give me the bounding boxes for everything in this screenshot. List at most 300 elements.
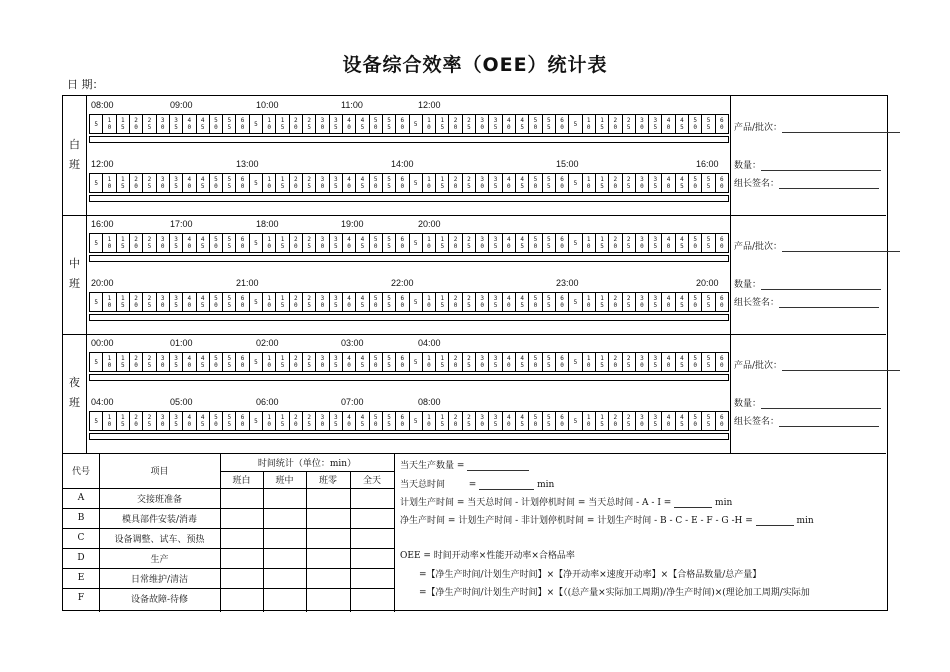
minute-cell[interactable] <box>316 174 329 192</box>
minute-cell[interactable] <box>662 174 675 192</box>
minute-cell[interactable] <box>383 234 396 252</box>
minute-cell[interactable] <box>330 293 343 311</box>
minute-cell[interactable] <box>529 412 542 430</box>
minute-cell[interactable] <box>449 174 462 192</box>
minute-cell[interactable] <box>609 174 622 192</box>
minute-cell[interactable] <box>676 115 689 133</box>
minute-cell[interactable] <box>223 174 236 192</box>
minute-cell[interactable] <box>276 353 289 371</box>
minute-cell[interactable] <box>370 353 383 371</box>
minute-cell[interactable] <box>143 412 156 430</box>
minute-cell[interactable] <box>463 115 476 133</box>
minute-cell[interactable] <box>436 174 449 192</box>
minute-cell[interactable] <box>516 293 529 311</box>
minute-cell[interactable] <box>543 234 556 252</box>
minute-cell[interactable] <box>516 115 529 133</box>
row-time-input[interactable] <box>306 568 350 588</box>
minute-cell[interactable] <box>183 293 196 311</box>
minute-cell[interactable] <box>383 353 396 371</box>
minute-cell[interactable] <box>396 293 409 311</box>
minute-cell[interactable] <box>183 353 196 371</box>
minute-cell[interactable] <box>316 293 329 311</box>
minute-cell[interactable] <box>143 174 156 192</box>
minute-cell[interactable] <box>569 234 582 252</box>
minute-cell[interactable] <box>623 234 636 252</box>
minute-cell[interactable] <box>316 412 329 430</box>
minute-cell[interactable] <box>609 115 622 133</box>
minute-cell[interactable] <box>489 412 502 430</box>
minute-cell[interactable] <box>449 115 462 133</box>
minute-cell[interactable] <box>276 293 289 311</box>
minute-cell[interactable] <box>383 412 396 430</box>
minute-cell[interactable] <box>702 115 715 133</box>
minute-cell[interactable] <box>157 293 170 311</box>
minute-cell[interactable] <box>463 412 476 430</box>
minute-cell[interactable] <box>170 234 183 252</box>
minute-cell[interactable] <box>396 234 409 252</box>
minute-cell[interactable] <box>662 353 675 371</box>
minute-cell[interactable] <box>250 353 263 371</box>
minute-cell[interactable] <box>197 412 210 430</box>
minute-cell[interactable] <box>236 293 249 311</box>
minute-cell[interactable] <box>370 174 383 192</box>
minute-cell[interactable] <box>330 115 343 133</box>
minute-cell[interactable] <box>223 293 236 311</box>
row-time-input[interactable] <box>306 528 350 548</box>
minute-cell[interactable] <box>330 353 343 371</box>
minute-cell[interactable] <box>250 293 263 311</box>
minute-cell[interactable] <box>410 293 423 311</box>
minute-cell[interactable] <box>662 293 675 311</box>
record-bar[interactable] <box>89 136 729 143</box>
minute-cell[interactable] <box>476 353 489 371</box>
minute-cell[interactable] <box>649 412 662 430</box>
minute-cell[interactable] <box>716 353 728 371</box>
minute-cell[interactable] <box>90 174 103 192</box>
minute-cell[interactable] <box>636 234 649 252</box>
minute-cell[interactable] <box>596 115 609 133</box>
minute-cell[interactable] <box>529 293 542 311</box>
minute-cell[interactable] <box>170 353 183 371</box>
minute-cell[interactable] <box>463 353 476 371</box>
minute-cell[interactable] <box>596 174 609 192</box>
minute-cell[interactable] <box>396 353 409 371</box>
minute-cell[interactable] <box>489 115 502 133</box>
minute-cell[interactable] <box>343 353 356 371</box>
minute-cell[interactable] <box>556 412 569 430</box>
minute-cell[interactable] <box>529 353 542 371</box>
minute-cell[interactable] <box>543 174 556 192</box>
minute-cell[interactable] <box>343 115 356 133</box>
minute-cell[interactable] <box>649 293 662 311</box>
minute-cell[interactable] <box>143 353 156 371</box>
minute-cell[interactable] <box>423 353 436 371</box>
minute-cell[interactable] <box>543 412 556 430</box>
minute-cell[interactable] <box>250 174 263 192</box>
net-time-blank[interactable] <box>756 525 794 526</box>
minute-cell[interactable] <box>702 174 715 192</box>
minute-cell[interactable] <box>649 174 662 192</box>
minute-cell[interactable] <box>303 293 316 311</box>
minute-cell[interactable] <box>103 353 116 371</box>
minute-cell[interactable] <box>556 293 569 311</box>
minute-cell[interactable] <box>423 412 436 430</box>
minute-cell[interactable] <box>370 115 383 133</box>
minute-cell[interactable] <box>489 353 502 371</box>
minute-cell[interactable] <box>503 115 516 133</box>
minute-cell[interactable] <box>316 234 329 252</box>
minute-cell[interactable] <box>183 412 196 430</box>
minute-cell[interactable] <box>157 412 170 430</box>
minute-cell[interactable] <box>143 115 156 133</box>
minute-cell[interactable] <box>290 412 303 430</box>
minute-cell[interactable] <box>276 234 289 252</box>
minute-cell[interactable] <box>436 115 449 133</box>
minute-cell[interactable] <box>503 412 516 430</box>
minute-cell[interactable] <box>103 174 116 192</box>
minute-cell[interactable] <box>716 115 728 133</box>
minute-cell[interactable] <box>223 234 236 252</box>
minute-cell[interactable] <box>316 353 329 371</box>
minute-cell[interactable] <box>103 115 116 133</box>
minute-cell[interactable] <box>503 234 516 252</box>
minute-cell[interactable] <box>303 412 316 430</box>
minute-cell[interactable] <box>503 293 516 311</box>
minute-cell[interactable] <box>356 293 369 311</box>
minute-cell[interactable] <box>90 234 103 252</box>
minute-cell[interactable] <box>636 115 649 133</box>
minute-cell[interactable] <box>183 234 196 252</box>
minute-cell[interactable] <box>623 353 636 371</box>
minute-cell[interactable] <box>676 174 689 192</box>
minute-cell[interactable] <box>449 353 462 371</box>
minute-cell[interactable] <box>356 412 369 430</box>
minute-cell[interactable] <box>423 115 436 133</box>
minute-cell[interactable] <box>689 174 702 192</box>
minute-cell[interactable] <box>370 234 383 252</box>
minute-cell[interactable] <box>210 353 223 371</box>
record-bar[interactable] <box>89 433 729 440</box>
side-field-blank[interactable] <box>782 361 900 371</box>
minute-cell[interactable] <box>90 412 103 430</box>
minute-cell[interactable] <box>463 234 476 252</box>
row-time-input[interactable] <box>220 528 263 548</box>
minute-cell[interactable] <box>303 174 316 192</box>
minute-cell[interactable] <box>489 234 502 252</box>
minute-cell[interactable] <box>543 293 556 311</box>
minute-cell[interactable] <box>649 115 662 133</box>
minute-cell[interactable] <box>689 234 702 252</box>
row-time-input[interactable] <box>263 588 306 608</box>
minute-cell[interactable] <box>649 234 662 252</box>
minute-cell[interactable] <box>529 115 542 133</box>
minute-cell[interactable] <box>410 115 423 133</box>
minute-cell[interactable] <box>130 412 143 430</box>
minute-cell[interactable] <box>716 412 728 430</box>
minute-cell[interactable] <box>423 293 436 311</box>
minute-cell[interactable] <box>343 174 356 192</box>
minute-cell[interactable] <box>103 234 116 252</box>
minute-cell[interactable] <box>356 174 369 192</box>
minute-cell[interactable] <box>649 353 662 371</box>
minute-cell[interactable] <box>117 115 130 133</box>
row-time-input[interactable] <box>220 548 263 568</box>
minute-cell[interactable] <box>689 353 702 371</box>
minute-cell[interactable] <box>569 353 582 371</box>
minute-cell[interactable] <box>130 174 143 192</box>
minute-cell[interactable] <box>356 115 369 133</box>
minute-cell[interactable] <box>662 412 675 430</box>
minute-cell[interactable] <box>609 234 622 252</box>
minute-cell[interactable] <box>343 412 356 430</box>
minute-cell[interactable] <box>569 293 582 311</box>
minute-cell[interactable] <box>702 234 715 252</box>
minute-cell[interactable] <box>556 174 569 192</box>
minute-cell[interactable] <box>290 293 303 311</box>
minute-cell[interactable] <box>716 174 728 192</box>
minute-cell[interactable] <box>276 174 289 192</box>
minute-cell[interactable] <box>516 234 529 252</box>
minute-cell[interactable] <box>609 353 622 371</box>
minute-cell[interactable] <box>463 174 476 192</box>
minute-cell[interactable] <box>236 412 249 430</box>
minute-cell[interactable] <box>330 174 343 192</box>
minute-cell[interactable] <box>330 412 343 430</box>
minute-cell[interactable] <box>236 115 249 133</box>
minute-cell[interactable] <box>276 412 289 430</box>
row-time-input[interactable] <box>306 508 350 528</box>
row-time-input[interactable] <box>350 568 394 588</box>
minute-cell[interactable] <box>583 115 596 133</box>
minute-cell[interactable] <box>197 234 210 252</box>
minute-cell[interactable] <box>183 115 196 133</box>
minute-cell[interactable] <box>263 412 276 430</box>
minute-cell[interactable] <box>702 412 715 430</box>
minute-cell[interactable] <box>423 174 436 192</box>
minute-cell[interactable] <box>170 174 183 192</box>
minute-cell[interactable] <box>410 412 423 430</box>
minute-cell[interactable] <box>396 115 409 133</box>
row-time-input[interactable] <box>263 508 306 528</box>
minute-cell[interactable] <box>330 234 343 252</box>
minute-cell[interactable] <box>476 174 489 192</box>
minute-cell[interactable] <box>303 115 316 133</box>
minute-cell[interactable] <box>476 293 489 311</box>
minute-cell[interactable] <box>489 293 502 311</box>
minute-cell[interactable] <box>596 234 609 252</box>
minute-cell[interactable] <box>157 115 170 133</box>
minute-cell[interactable] <box>636 174 649 192</box>
minute-cell[interactable] <box>197 353 210 371</box>
minute-cell[interactable] <box>290 353 303 371</box>
minute-cell[interactable] <box>596 353 609 371</box>
row-time-input[interactable] <box>350 488 394 508</box>
minute-cell[interactable] <box>143 293 156 311</box>
row-time-input[interactable] <box>306 488 350 508</box>
minute-cell[interactable] <box>263 353 276 371</box>
minute-cell[interactable] <box>343 293 356 311</box>
row-time-input[interactable] <box>306 548 350 568</box>
minute-cell[interactable] <box>689 115 702 133</box>
minute-cell[interactable] <box>716 234 728 252</box>
minute-cell[interactable] <box>676 412 689 430</box>
minute-cell[interactable] <box>543 353 556 371</box>
minute-cell[interactable] <box>250 234 263 252</box>
minute-cell[interactable] <box>676 353 689 371</box>
minute-cell[interactable] <box>609 412 622 430</box>
row-time-input[interactable] <box>263 488 306 508</box>
minute-cell[interactable] <box>143 234 156 252</box>
minute-cell[interactable] <box>583 174 596 192</box>
minute-cell[interactable] <box>170 293 183 311</box>
planned-time-blank[interactable] <box>674 507 712 508</box>
minute-cell[interactable] <box>623 115 636 133</box>
minute-cell[interactable] <box>410 234 423 252</box>
minute-cell[interactable] <box>583 293 596 311</box>
minute-cell[interactable] <box>676 234 689 252</box>
side-field-blank[interactable] <box>761 399 881 409</box>
minute-cell[interactable] <box>117 412 130 430</box>
minute-cell[interactable] <box>689 412 702 430</box>
row-time-input[interactable] <box>263 528 306 548</box>
minute-cell[interactable] <box>556 115 569 133</box>
minute-cell[interactable] <box>623 412 636 430</box>
minute-cell[interactable] <box>383 293 396 311</box>
minute-cell[interactable] <box>569 115 582 133</box>
minute-cell[interactable] <box>290 174 303 192</box>
minute-cell[interactable] <box>516 412 529 430</box>
minute-cell[interactable] <box>556 234 569 252</box>
minute-cell[interactable] <box>157 174 170 192</box>
minute-cell[interactable] <box>383 174 396 192</box>
minute-cell[interactable] <box>103 293 116 311</box>
minute-cell[interactable] <box>90 293 103 311</box>
minute-cell[interactable] <box>130 115 143 133</box>
minute-cell[interactable] <box>423 234 436 252</box>
minute-cell[interactable] <box>716 293 728 311</box>
minute-cell[interactable] <box>662 115 675 133</box>
row-time-input[interactable] <box>220 508 263 528</box>
minute-cell[interactable] <box>702 293 715 311</box>
minute-cell[interactable] <box>183 174 196 192</box>
minute-cell[interactable] <box>516 174 529 192</box>
minute-cell[interactable] <box>370 293 383 311</box>
minute-cell[interactable] <box>90 353 103 371</box>
minute-cell[interactable] <box>117 353 130 371</box>
minute-cell[interactable] <box>449 234 462 252</box>
minute-cell[interactable] <box>197 174 210 192</box>
minute-cell[interactable] <box>449 412 462 430</box>
minute-cell[interactable] <box>556 353 569 371</box>
minute-cell[interactable] <box>463 293 476 311</box>
side-field-blank[interactable] <box>779 417 879 427</box>
minute-cell[interactable] <box>583 234 596 252</box>
minute-cell[interactable] <box>596 293 609 311</box>
minute-cell[interactable] <box>410 174 423 192</box>
minute-cell[interactable] <box>223 353 236 371</box>
minute-cell[interactable] <box>250 115 263 133</box>
minute-cell[interactable] <box>130 293 143 311</box>
minute-cell[interactable] <box>303 353 316 371</box>
row-time-input[interactable] <box>220 488 263 508</box>
minute-cell[interactable] <box>662 234 675 252</box>
side-field-blank[interactable] <box>782 242 900 252</box>
record-bar[interactable] <box>89 255 729 262</box>
minute-cell[interactable] <box>476 115 489 133</box>
minute-cell[interactable] <box>569 412 582 430</box>
minute-cell[interactable] <box>103 412 116 430</box>
minute-cell[interactable] <box>157 353 170 371</box>
minute-cell[interactable] <box>197 293 210 311</box>
minute-cell[interactable] <box>436 412 449 430</box>
minute-cell[interactable] <box>210 293 223 311</box>
row-time-input[interactable] <box>263 568 306 588</box>
side-field-blank[interactable] <box>761 280 881 290</box>
minute-cell[interactable] <box>223 115 236 133</box>
minute-cell[interactable] <box>157 234 170 252</box>
minute-cell[interactable] <box>370 412 383 430</box>
row-time-input[interactable] <box>263 548 306 568</box>
minute-cell[interactable] <box>250 412 263 430</box>
minute-cell[interactable] <box>436 293 449 311</box>
minute-cell[interactable] <box>476 412 489 430</box>
minute-cell[interactable] <box>636 293 649 311</box>
minute-cell[interactable] <box>236 174 249 192</box>
minute-cell[interactable] <box>130 353 143 371</box>
minute-cell[interactable] <box>170 412 183 430</box>
minute-cell[interactable] <box>529 234 542 252</box>
minute-cell[interactable] <box>702 353 715 371</box>
minute-cell[interactable] <box>236 353 249 371</box>
minute-cell[interactable] <box>117 234 130 252</box>
side-field-blank[interactable] <box>779 298 879 308</box>
minute-cell[interactable] <box>356 234 369 252</box>
minute-cell[interactable] <box>476 234 489 252</box>
minute-cell[interactable] <box>263 115 276 133</box>
row-time-input[interactable] <box>350 508 394 528</box>
minute-cell[interactable] <box>263 234 276 252</box>
minute-cell[interactable] <box>130 234 143 252</box>
minute-cell[interactable] <box>503 174 516 192</box>
minute-cell[interactable] <box>290 234 303 252</box>
minute-cell[interactable] <box>276 115 289 133</box>
minute-cell[interactable] <box>223 412 236 430</box>
minute-cell[interactable] <box>676 293 689 311</box>
minute-cell[interactable] <box>503 353 516 371</box>
minute-cell[interactable] <box>596 412 609 430</box>
minute-cell[interactable] <box>210 115 223 133</box>
minute-cell[interactable] <box>263 293 276 311</box>
side-field-blank[interactable] <box>779 179 879 189</box>
minute-cell[interactable] <box>623 293 636 311</box>
record-bar[interactable] <box>89 314 729 321</box>
minute-cell[interactable] <box>636 353 649 371</box>
minute-cell[interactable] <box>583 412 596 430</box>
row-time-input[interactable] <box>350 588 394 608</box>
row-time-input[interactable] <box>306 588 350 608</box>
minute-cell[interactable] <box>396 412 409 430</box>
minute-cell[interactable] <box>210 234 223 252</box>
minute-cell[interactable] <box>236 234 249 252</box>
record-bar[interactable] <box>89 195 729 202</box>
minute-cell[interactable] <box>290 115 303 133</box>
minute-cell[interactable] <box>210 174 223 192</box>
record-bar[interactable] <box>89 374 729 381</box>
minute-cell[interactable] <box>543 115 556 133</box>
row-time-input[interactable] <box>350 528 394 548</box>
minute-cell[interactable] <box>90 115 103 133</box>
minute-cell[interactable] <box>569 174 582 192</box>
